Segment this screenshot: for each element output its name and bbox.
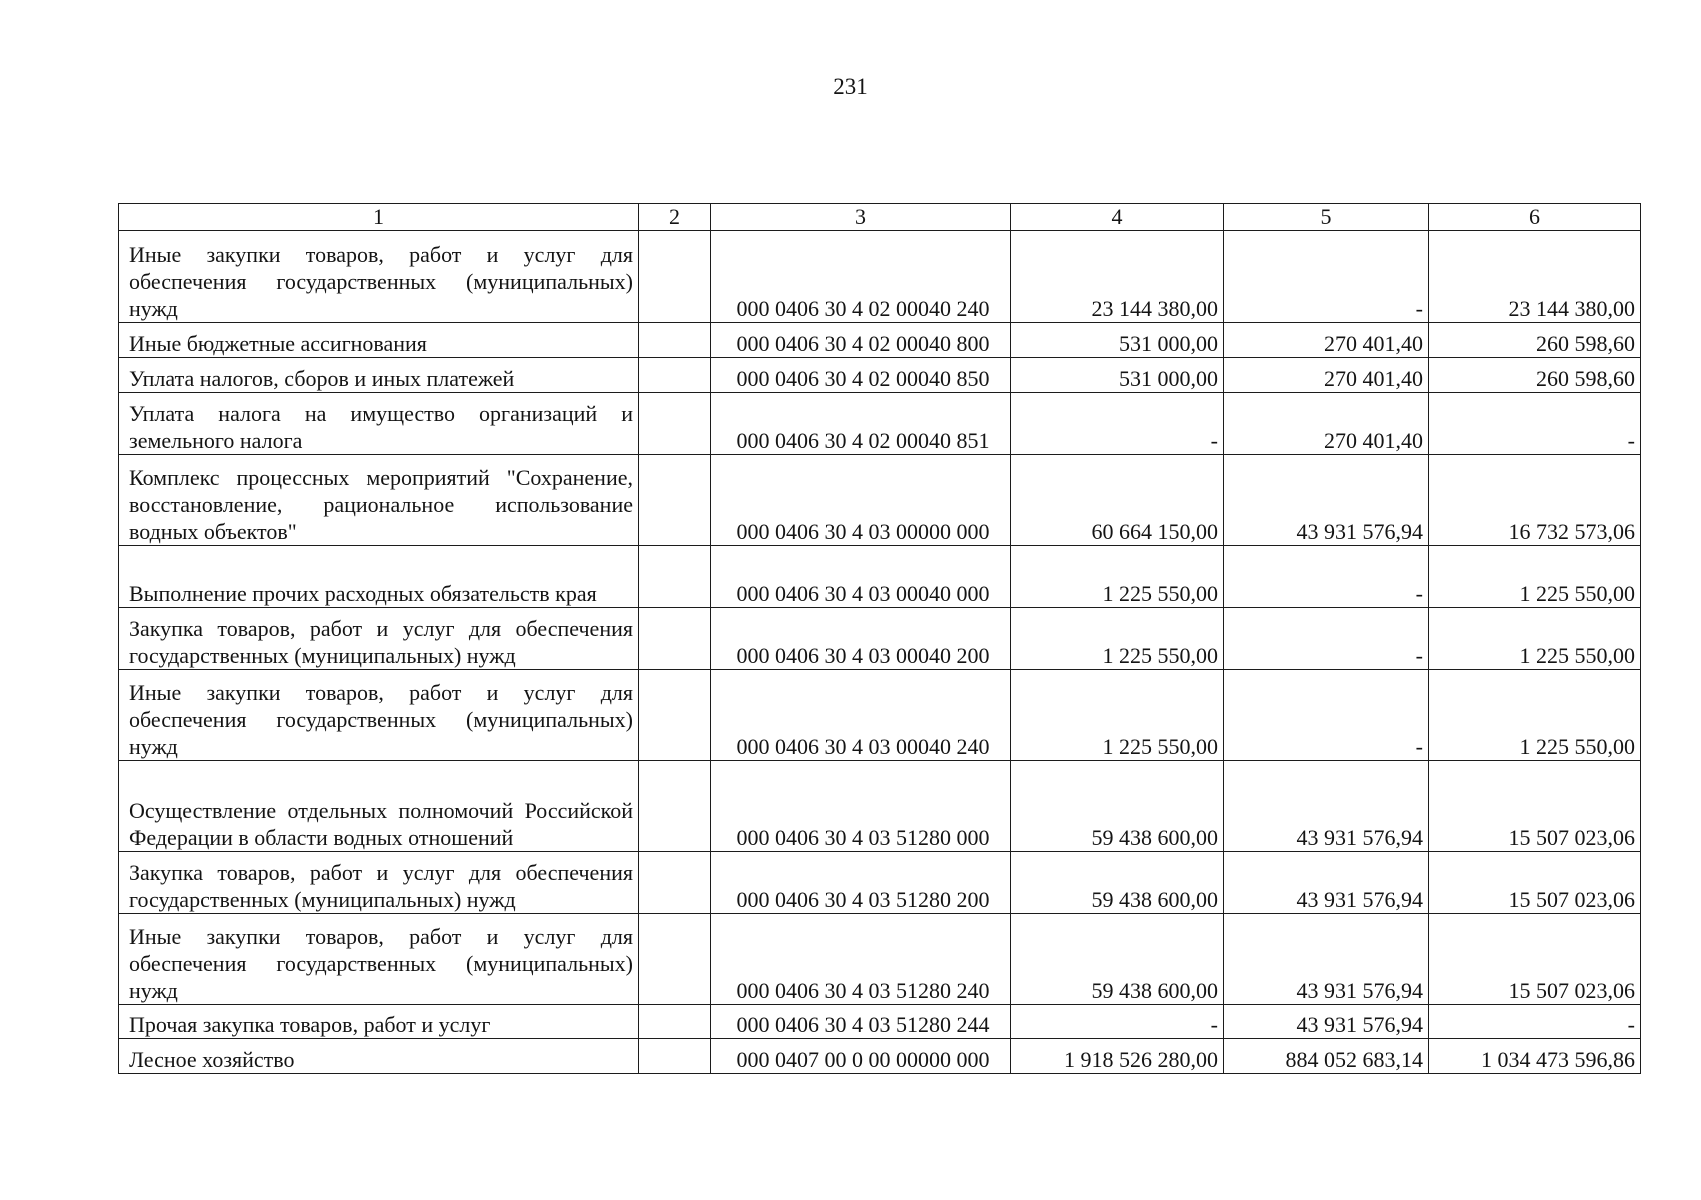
row-value-6: 23 144 380,00 [1429, 231, 1641, 323]
row-value-4: 531 000,00 [1011, 358, 1224, 393]
header-col-4: 4 [1011, 204, 1224, 231]
row-value-5: - [1224, 670, 1429, 761]
row-name: Осуществление отдельных полномочий Российской Федерации в области водных отношений [119, 761, 639, 852]
row-code: 000 0406 30 4 03 51280 240 [711, 914, 1011, 1005]
row-code: 000 0406 30 4 02 00040 850 [711, 358, 1011, 393]
row-col2 [639, 670, 711, 761]
budget-table [118, 203, 1641, 1074]
header-col-3: 3 [711, 204, 1011, 231]
row-code: 000 0406 30 4 02 00040 240 [711, 231, 1011, 323]
row-value-6: - [1429, 1005, 1641, 1039]
row-code: 000 0406 30 4 03 00000 000 [711, 455, 1011, 546]
row-value-4: 59 438 600,00 [1011, 852, 1224, 914]
header-row [119, 204, 1641, 231]
header-col-1: 1 [119, 204, 639, 231]
row-value-4: - [1011, 393, 1224, 455]
row-value-4: 59 438 600,00 [1011, 761, 1224, 852]
row-col2 [639, 852, 711, 914]
table-row [119, 323, 1641, 358]
row-name: Иные бюджетные ассигнования [119, 323, 639, 358]
table-row [119, 914, 1641, 1005]
row-name: Комплекс процессных мероприятий "Сохранение, восстановление, рациональное использование водных объектов" [119, 455, 639, 546]
row-code: 000 0406 30 4 03 51280 000 [711, 761, 1011, 852]
row-value-5: 43 931 576,94 [1224, 852, 1429, 914]
row-value-4: 59 438 600,00 [1011, 914, 1224, 1005]
row-name: Закупка товаров, работ и услуг для обеспечения государственных (муниципальных) нужд [119, 608, 639, 670]
row-col2 [639, 546, 711, 608]
table-row [119, 1005, 1641, 1039]
table-row [119, 358, 1641, 393]
row-name: Выполнение прочих расходных обязательств края [119, 546, 639, 608]
row-value-5: - [1224, 231, 1429, 323]
row-value-5: 43 931 576,94 [1224, 914, 1429, 1005]
row-code: 000 0406 30 4 03 00040 240 [711, 670, 1011, 761]
row-value-6: 15 507 023,06 [1429, 852, 1641, 914]
table-row [119, 670, 1641, 761]
row-value-4: 1 225 550,00 [1011, 670, 1224, 761]
row-value-6: 1 225 550,00 [1429, 670, 1641, 761]
row-value-5: 43 931 576,94 [1224, 1005, 1429, 1039]
row-value-4: 60 664 150,00 [1011, 455, 1224, 546]
row-name: Иные закупки товаров, работ и услуг для обеспечения государственных (муниципальных) нужд [119, 231, 639, 323]
row-value-6: 1 034 473 596,86 [1429, 1039, 1641, 1074]
table-row [119, 1039, 1641, 1074]
row-name: Прочая закупка товаров, работ и услуг [119, 1005, 639, 1039]
page-number: 231 [833, 74, 868, 99]
row-name: Уплата налогов, сборов и иных платежей [119, 358, 639, 393]
header-col-2: 2 [639, 204, 711, 231]
row-value-5: 270 401,40 [1224, 358, 1429, 393]
table-row [119, 608, 1641, 670]
row-code: 000 0406 30 4 02 00040 851 [711, 393, 1011, 455]
table-row [119, 393, 1641, 455]
row-value-6: 260 598,60 [1429, 358, 1641, 393]
row-value-4: - [1011, 1005, 1224, 1039]
row-code: 000 0406 30 4 03 00040 200 [711, 608, 1011, 670]
table-row [119, 761, 1641, 852]
row-value-5: 43 931 576,94 [1224, 455, 1429, 546]
row-value-6: 1 225 550,00 [1429, 608, 1641, 670]
row-value-5: 270 401,40 [1224, 393, 1429, 455]
row-col2 [639, 358, 711, 393]
row-value-6: 1 225 550,00 [1429, 546, 1641, 608]
row-col2 [639, 323, 711, 358]
row-value-5: 43 931 576,94 [1224, 761, 1429, 852]
row-name: Иные закупки товаров, работ и услуг для обеспечения государственных (муниципальных) нужд [119, 670, 639, 761]
row-code: 000 0406 30 4 03 51280 244 [711, 1005, 1011, 1039]
row-name: Уплата налога на имущество организаций и земельного налога [119, 393, 639, 455]
row-value-4: 531 000,00 [1011, 323, 1224, 358]
row-value-6: 16 732 573,06 [1429, 455, 1641, 546]
row-value-5: 270 401,40 [1224, 323, 1429, 358]
row-value-4: 1 225 550,00 [1011, 546, 1224, 608]
table-row [119, 546, 1641, 608]
row-value-6: 15 507 023,06 [1429, 914, 1641, 1005]
table-row [119, 231, 1641, 323]
row-value-4: 1 918 526 280,00 [1011, 1039, 1224, 1074]
row-col2 [639, 1039, 711, 1074]
row-code: 000 0407 00 0 00 00000 000 [711, 1039, 1011, 1074]
row-value-6: - [1429, 393, 1641, 455]
row-value-5: - [1224, 608, 1429, 670]
row-value-6: 15 507 023,06 [1429, 761, 1641, 852]
row-col2 [639, 455, 711, 546]
row-code: 000 0406 30 4 03 51280 200 [711, 852, 1011, 914]
row-col2 [639, 1005, 711, 1039]
row-code: 000 0406 30 4 02 00040 800 [711, 323, 1011, 358]
header-col-6: 6 [1429, 204, 1641, 231]
row-col2 [639, 393, 711, 455]
row-col2 [639, 761, 711, 852]
row-value-4: 1 225 550,00 [1011, 608, 1224, 670]
header-col-5: 5 [1224, 204, 1429, 231]
table-row [119, 852, 1641, 914]
row-name: Закупка товаров, работ и услуг для обеспечения государственных (муниципальных) нужд [119, 852, 639, 914]
row-col2 [639, 608, 711, 670]
table-row [119, 455, 1641, 546]
row-col2 [639, 231, 711, 323]
row-value-6: 260 598,60 [1429, 323, 1641, 358]
row-code: 000 0406 30 4 03 00040 000 [711, 546, 1011, 608]
row-value-5: - [1224, 546, 1429, 608]
row-name: Лесное хозяйство [119, 1039, 639, 1074]
row-col2 [639, 914, 711, 1005]
row-value-4: 23 144 380,00 [1011, 231, 1224, 323]
row-value-5: 884 052 683,14 [1224, 1039, 1429, 1074]
row-name: Иные закупки товаров, работ и услуг для обеспечения государственных (муниципальных) нужд [119, 914, 639, 1005]
